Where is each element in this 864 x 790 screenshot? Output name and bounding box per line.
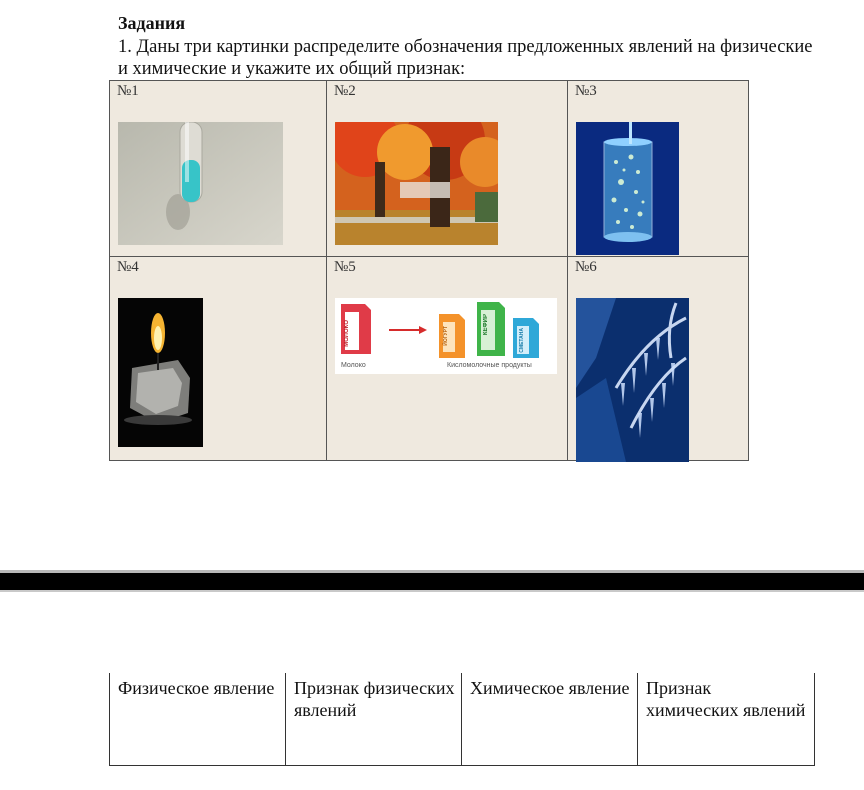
test-tube-image — [118, 122, 283, 245]
task-text: 1. Даны три картинки распределите обозначения предложенных явлений на физические и химические и укажите их общий признак: — [118, 37, 813, 79]
kefir-label: КЕФИР — [483, 314, 489, 336]
cell-1 — [110, 81, 326, 256]
cell-3 — [568, 81, 750, 256]
table-border — [814, 673, 815, 766]
cell-label: №4 — [117, 259, 139, 275]
cell-label: №5 — [334, 259, 356, 275]
answer-table — [109, 673, 815, 766]
cell-4 — [110, 257, 326, 462]
icicles-image — [576, 298, 689, 462]
header-chemical: Химическое явление — [470, 678, 630, 698]
caption-left: Молоко — [341, 362, 366, 369]
cell-5 — [327, 257, 567, 462]
cell-label: №2 — [334, 83, 356, 99]
autumn-tree-image — [335, 122, 498, 245]
page-divider-bottom — [0, 590, 864, 592]
section-heading: Задания — [118, 13, 186, 33]
header-physical: Физическое явление — [118, 678, 275, 698]
page-divider-bar — [0, 573, 864, 590]
smetana-label: СМЕТАНА — [519, 328, 525, 353]
cell-label: №6 — [575, 259, 597, 275]
cell-label: №3 — [575, 83, 597, 99]
pictures-grid — [109, 80, 749, 461]
header-physical-sign: Признак физических явлений — [294, 678, 455, 720]
glass-bubbles-image — [576, 122, 679, 255]
milk-cartons-image — [335, 298, 557, 374]
header-chemical-sign: Признак химических явлений — [646, 678, 806, 720]
cell-label: №1 — [117, 83, 139, 99]
cell-6 — [568, 257, 750, 462]
yogurt-label: ЙОГУРТ — [443, 326, 449, 346]
table-border — [109, 765, 815, 766]
milk-carton-label: МОЛОКО — [344, 320, 350, 347]
caption-right: Кисломолочные продукты — [447, 362, 532, 369]
candle-image — [118, 298, 203, 447]
cell-2 — [327, 81, 567, 256]
